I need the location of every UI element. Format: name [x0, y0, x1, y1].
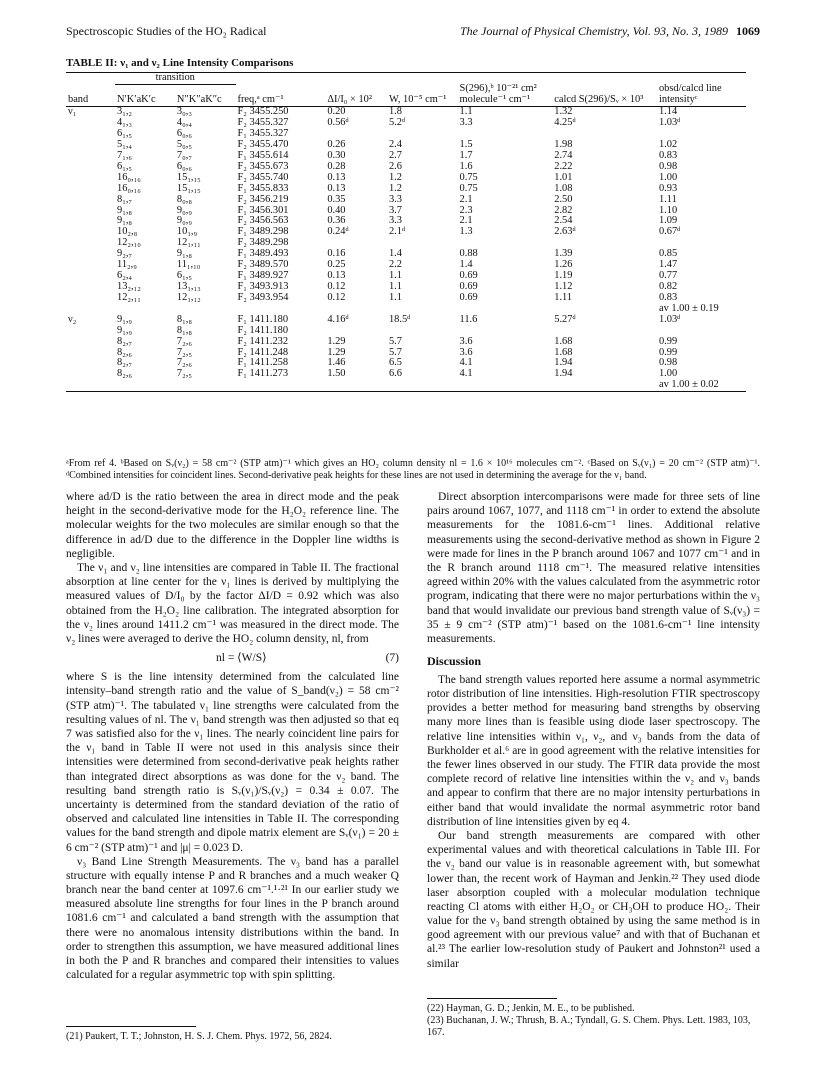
- table-cell: 1.29: [327, 335, 346, 347]
- table-cell: 1.1: [388, 291, 402, 303]
- band-cell: [66, 348, 115, 359]
- table-row: [66, 129, 746, 140]
- table-row: [66, 162, 746, 173]
- table-cell: 3.3: [388, 215, 402, 227]
- table-cell: 0.85: [658, 248, 678, 260]
- table-cell: 13₂,₁₂: [117, 281, 141, 293]
- table-cell: 0.69: [459, 281, 478, 293]
- band-cell: [66, 118, 115, 129]
- band-cell: [66, 326, 115, 337]
- table-row: [66, 249, 746, 260]
- table-cell: 0.93: [658, 182, 678, 194]
- table-cell: 6₁,₅: [117, 160, 133, 172]
- table-cell: 0.20: [327, 106, 346, 118]
- table-cell: 0.88: [459, 248, 478, 260]
- table-cell: F₁ 3489.493: [237, 248, 289, 260]
- table-cell: 0.35: [327, 193, 346, 205]
- running-title: Spectroscopic Studies of the HO₂ Radical: [66, 24, 267, 38]
- table-cell: [325, 326, 387, 337]
- table-cell: 7₂,₅: [176, 368, 192, 380]
- table-cell: 0.83: [658, 149, 678, 161]
- table-title: TABLE II: ν₁ and ν₂ Line Intensity Comparisons: [66, 57, 294, 69]
- table-cell: 2.1: [459, 193, 473, 205]
- table-row: [66, 293, 746, 304]
- table-row: [66, 173, 746, 184]
- paragraph: where ad/D is the ratio between the area in direct mode and the peak height in the second-derivative mode for the H₂O₂ reference line. The molecular weights for the two molecules are similar enough so that the difference in ad/D due to the difference in the Doppler line widths is negligible.: [66, 491, 399, 560]
- table-cell: 8₁,₈: [176, 324, 192, 336]
- average-value: av 1.00 ± 0.02: [657, 380, 746, 391]
- table-cell: 2.50: [554, 193, 573, 205]
- table-cell: 1.09: [658, 215, 678, 227]
- table-cell: 1.1: [388, 270, 402, 282]
- page-number: 1069: [736, 24, 760, 38]
- table-cell: F₂ 3456.563: [237, 215, 289, 227]
- table-cell: 6₀,₆: [176, 160, 192, 172]
- table-cell: 3.3: [459, 117, 473, 129]
- table-cell: 2.1: [459, 215, 473, 227]
- table-cell: 1.11: [658, 193, 677, 205]
- table-cell: 1.50: [327, 368, 346, 380]
- table-cell: 2.1ᵈ: [388, 226, 406, 238]
- table-cell: 0.13: [327, 171, 346, 183]
- table-cell: 1.46: [327, 357, 346, 369]
- table-row: [66, 260, 746, 271]
- table-cell: 1.94: [554, 368, 573, 380]
- col-w: W, 10⁻⁵ cm⁻¹: [387, 84, 458, 106]
- table-cell: 0.16: [327, 248, 346, 260]
- table-cell: 9₂,₇: [117, 248, 133, 260]
- table-cell: 9₁,₈: [117, 215, 133, 227]
- running-header: [66, 24, 760, 40]
- band-cell: [66, 358, 115, 369]
- v1-block: [66, 107, 746, 315]
- table-row: [66, 348, 746, 359]
- table-cell: [458, 326, 553, 337]
- table-cell: F₁ 3489.927: [237, 270, 289, 282]
- table-cell: F₁ 3455.614: [237, 149, 289, 161]
- table-cell: 11₂,₉: [117, 259, 137, 271]
- table-cell: 1.32: [554, 106, 573, 118]
- table-cell: 9₁,₈: [117, 204, 133, 216]
- table-cell: 1.47: [658, 259, 678, 271]
- table-cell: 3₀,₃: [176, 106, 192, 118]
- table-cell: 7₂,₆: [176, 357, 192, 369]
- table-cell: 16₀,₁₆: [117, 171, 141, 183]
- table-cell: 2.74: [554, 149, 573, 161]
- table-cell: 10₂,₈: [117, 226, 138, 238]
- equation-7: [66, 646, 399, 670]
- table-cell: 3₁,₂: [117, 106, 133, 118]
- table-cell: 9₀,₉: [176, 204, 192, 216]
- table-cell: 1.5: [459, 139, 473, 151]
- table-cell: 6₂,₄: [117, 270, 133, 282]
- journal-citation: The Journal of Physical Chemistry, Vol. 93, No. 3, 1989 1069: [460, 24, 760, 38]
- table-cell: F₁ 1411.258: [237, 357, 289, 369]
- band-cell: [66, 369, 115, 380]
- table-cell: F₁ 3489.298: [237, 226, 289, 238]
- table-cell: F₁ 1411.273: [237, 368, 289, 380]
- table-cell: 2.2: [388, 259, 402, 271]
- table-cell: 8₁,₇: [117, 193, 133, 205]
- table-cell: 1.10: [658, 204, 678, 216]
- table-cell: 0.24ᵈ: [327, 226, 349, 238]
- table-row: [66, 227, 746, 238]
- table-cell: 5.27ᵈ: [554, 313, 576, 325]
- table-cell: 2.6: [388, 160, 402, 172]
- table-row: [66, 271, 746, 282]
- table-cell: 0.98: [658, 160, 678, 172]
- table-cell: 1.2: [388, 182, 402, 194]
- table-cell: [552, 326, 657, 337]
- table-cell: F₂ 3489.570: [237, 259, 289, 271]
- table-cell: 12₂,₁₁: [117, 291, 141, 303]
- table-cell: 1.1: [388, 281, 402, 293]
- table-cell: 0.30: [327, 149, 346, 161]
- table-cell: F₂ 1411.180: [237, 324, 289, 336]
- table-cell: 9₁,₉: [117, 313, 133, 325]
- table-cell: 1.08: [554, 182, 573, 194]
- table-cell: 0.25: [327, 259, 346, 271]
- table-cell: 1.02: [658, 139, 678, 151]
- table-cell: 5.7: [388, 335, 402, 347]
- band-cell: [66, 282, 115, 293]
- table-cell: 2.54: [554, 215, 573, 227]
- equation: nl = ⟨W/S⟩: [216, 652, 267, 665]
- band-cell: [66, 293, 115, 304]
- table-cell: 1.4: [459, 259, 473, 271]
- table-cell: 6₁,₅: [117, 128, 133, 140]
- table-cell: 8₂,₆: [117, 368, 133, 380]
- table-cell: F₂ 1411.232: [237, 335, 289, 347]
- paragraph: Direct absorption intercomparisons were made for three sets of line pairs around 1067, 1077, and 1118 cm⁻¹ in order to extend the absolute measurements for the 1081.6-cm⁻¹ lines. Additional relative measurements using the second-derivative method as shown in Figure 2 were made for lines in the P branch around 1067 and 1077 cm⁻¹ and in the R branch around 1118 cm⁻¹. The measured relative intensities agreed within 20% with the values calculated from the asymmetric rotor program, indicating that there were no major perturbations within the ν₃ band that would invalidate our previous band strength value of Sᵥ(ν₃) = 35 ± 9 cm⁻² (STP atm)⁻¹ based on the 1081.6-cm⁻¹ line intensity measurements.: [427, 491, 760, 645]
- band-cell: [66, 184, 115, 195]
- table-cell: 4₀,₄: [176, 117, 192, 129]
- reference-22: (22) Hayman, G. D.; Jenkin, M. E., to be published.: [427, 1003, 635, 1014]
- table-container: [66, 72, 746, 392]
- table-cell: F₂ 3489.298: [237, 237, 289, 249]
- table-cell: 1.8: [388, 106, 402, 118]
- table-cell: [657, 326, 746, 337]
- table-cell: 8₁,₈: [176, 313, 192, 325]
- table-cell: 4.16ᵈ: [327, 313, 349, 325]
- col-upper-state: N′K′aK′c: [115, 84, 175, 106]
- band-cell: ν₂: [68, 313, 77, 325]
- table-row: [66, 118, 746, 129]
- table-row: [66, 337, 746, 348]
- table-cell: 1.2: [388, 171, 402, 183]
- table-cell: 0.77: [658, 270, 678, 282]
- band-cell: [66, 271, 115, 282]
- col-line-strength: S(296),ᵇ 10⁻²¹ cm² molecule⁻¹ cm⁻¹: [458, 84, 553, 106]
- left-footnote-refs: [66, 1026, 399, 1042]
- band-cell: [66, 173, 115, 184]
- table-cell: F₂ 3456.219: [237, 193, 289, 205]
- table-cell: F₂ 3455.740: [237, 171, 289, 183]
- table-cell: 8₂,₇: [117, 357, 133, 369]
- table-row: [66, 369, 746, 380]
- table-cell: F₂ 3455.250: [237, 106, 289, 118]
- band-cell: [66, 162, 115, 173]
- table-cell: 0.36: [327, 215, 346, 227]
- table-cell: F₂ 3455.673: [237, 160, 289, 172]
- table-cell: 0.12: [327, 291, 346, 303]
- left-column: [66, 490, 399, 982]
- table-cell: 12₁,₁₁: [176, 237, 201, 249]
- table-cell: 0.12: [327, 281, 346, 293]
- table-cell: 2.22: [554, 160, 573, 172]
- table-cell: 7₂,₆: [176, 335, 192, 347]
- table-cell: 18.5ᵈ: [388, 313, 411, 325]
- band-cell: [66, 238, 115, 249]
- average-value: av 1.00 ± 0.19: [658, 302, 719, 314]
- table-cell: 1.4: [388, 248, 402, 260]
- table-cell: 0.75: [459, 171, 478, 183]
- table-cell: F₂ 3455.470: [237, 139, 289, 151]
- table-cell: 4.1: [459, 357, 473, 369]
- table-cell: F₁ 1411.180: [237, 313, 289, 325]
- table-cell: 0.56ᵈ: [327, 117, 349, 129]
- table-cell: 0.83: [658, 291, 678, 303]
- table-cell: 6₀,₆: [176, 128, 192, 140]
- table-cell: 0.98: [658, 357, 678, 369]
- table-row: [66, 195, 746, 206]
- table-cell: 1.39: [554, 248, 573, 260]
- table-cell: 0.99: [658, 335, 678, 347]
- band-cell: ν₁: [68, 106, 77, 118]
- table-cell: 9₀,₉: [176, 215, 192, 227]
- band-cell: [66, 195, 115, 206]
- band-cell: [66, 337, 115, 348]
- table-cell: 0.26: [327, 139, 346, 151]
- table-cell: 1.26: [554, 259, 573, 271]
- table-cell: 0.40: [327, 204, 346, 216]
- table-cell: 0.67ᵈ: [658, 226, 681, 238]
- equation-number: (7): [385, 652, 399, 665]
- band-cell: [66, 151, 115, 162]
- table-cell: 7₀,₇: [176, 149, 192, 161]
- table-cell: 13₁,₁₃: [176, 281, 201, 293]
- table-cell: 7₂,₅: [176, 346, 192, 358]
- table-cell: 8₂,₆: [117, 346, 133, 358]
- table-cell: F₂ 3493.954: [237, 291, 289, 303]
- table-cell: 0.69: [459, 270, 478, 282]
- table-cell: 9₁,₉: [117, 324, 133, 336]
- col-lower-state: N″K″aK″c: [175, 84, 236, 106]
- right-column: [427, 490, 760, 971]
- table-row: [66, 184, 746, 195]
- right-footnote-refs: [427, 998, 760, 1039]
- table-cell: 1.00: [658, 368, 678, 380]
- band-cell: [66, 249, 115, 260]
- line-intensity-table: [66, 72, 746, 392]
- reference-21: (21) Paukert, T. T.; Johnston, H. S. J. Chem. Phys. 1972, 56, 2824.: [66, 1031, 332, 1042]
- table-cell: 5.2ᵈ: [388, 117, 406, 129]
- table-row: [66, 140, 746, 151]
- table-cell: 12₁,₁₂: [176, 291, 201, 303]
- table-cell: F₁ 3455.833: [237, 182, 289, 194]
- band-cell: [66, 216, 115, 227]
- divider: [427, 998, 557, 999]
- table-cell: 6.6: [388, 368, 402, 380]
- band-cell: [66, 140, 115, 151]
- table-cell: 0.75: [459, 182, 478, 194]
- table-cell: 5.7: [388, 346, 402, 358]
- table-footnote: ᵃFrom ref 4. ᵇBased on Sᵥ(ν₂) = 58 cm⁻² (STP atm)⁻¹ which gives an HO₂ column density nl = 1.6 × 10¹⁶ molecules cm⁻². ᶜBased on Sᵥ(ν₁) = 20 cm⁻² (STP atm)⁻¹. ᵈCombined intensities for coincident lines. Second-derivative peak heights for these lines are not used in determining the average for the ν₁ band.: [66, 458, 760, 481]
- v2-block: [66, 315, 746, 392]
- table-cell: 16₀,₁₆: [117, 182, 141, 194]
- band-cell: [66, 260, 115, 271]
- col-band: band: [66, 84, 115, 106]
- table-cell: 3.7: [388, 204, 402, 216]
- table-row: [66, 216, 746, 227]
- table-cell: 0.13: [327, 270, 346, 282]
- band-cell: [66, 227, 115, 238]
- table-row: [66, 151, 746, 162]
- paragraph: The ν₁ and ν₂ line intensities are compared in Table II. The fractional absorption at line center for the ν₁ lines is derived by multiplying the measured values of D/I₀ by the factor ΔI/D = 0.92 which was also obtained from the H₂O₂ line calibration. The integrated absorption for the ν₂ lines around 1411.2 cm⁻¹ was measured in the direct mode. The ν₂ lines were averaged to derive the HO₂ column density, nl, from: [66, 561, 399, 645]
- table-cell: 2.4: [388, 139, 402, 151]
- col-frequency: freq,ᵃ cm⁻¹: [236, 84, 326, 106]
- table-cell: 1.01: [554, 171, 573, 183]
- table-cell: 1.7: [459, 149, 473, 161]
- table-cell: 1.11: [554, 291, 573, 303]
- table-cell: 1.94: [554, 357, 573, 369]
- table-cell: F₁ 3456.301: [237, 204, 289, 216]
- table-cell: 1.68: [554, 346, 573, 358]
- table-cell: 6.5: [388, 357, 402, 369]
- table-cell: 3.6: [459, 346, 473, 358]
- table-cell: 2.3: [459, 204, 473, 216]
- table-cell: 1.14: [658, 106, 678, 118]
- transition-header: transition: [115, 73, 235, 85]
- table-cell: [387, 326, 458, 337]
- paragraph: ν₃ Band Line Strength Measurements. The ν₃ band has a parallel structure with equally intense P and R branches and a much weaker Q branch near the band center at 1097.6 cm⁻¹.¹·²¹ In our earlier study we measured absolute line strengths for four lines in the P branch around 1081.6 cm⁻¹ and calculated a band strength with the assumption that there were no anomalous intensity distributions within the band. In order to strengthen this assumption, we have measured additional lines in both the P and R branches and compared their intensities to values calculated for a regular asymmetric top with spin splitting.: [66, 855, 399, 982]
- section-heading: Discussion: [427, 654, 482, 669]
- table-cell: 4.25ᵈ: [554, 117, 576, 129]
- table-cell: F₂ 1411.248: [237, 346, 289, 358]
- table-cell: 1.12: [554, 281, 573, 293]
- table-row: [66, 238, 746, 249]
- table-cell: 2.63ᵈ: [554, 226, 576, 238]
- table-row: [66, 107, 746, 118]
- table-cell: 9₁,₈: [176, 248, 192, 260]
- table-cell: 1.3: [459, 226, 473, 238]
- table-cell: 1.1: [459, 106, 473, 118]
- table-cell: 8₀,₈: [176, 193, 192, 205]
- table-cell: 1.03ᵈ: [658, 117, 681, 129]
- table-cell: 1.98: [554, 139, 573, 151]
- table-cell: 3.6: [459, 335, 473, 347]
- table-cell: 7₁,₆: [117, 149, 133, 161]
- table-cell: 6₁,₅: [176, 270, 192, 282]
- table-row: [66, 282, 746, 293]
- reference-23: (23) Buchanan, J. W.; Thrush, B. A.; Tyndall, G. S. Chem. Phys. Lett. 1983, 103, 167.: [427, 1015, 751, 1038]
- table-row: [66, 326, 746, 337]
- table-cell: 4₁,₃: [117, 117, 133, 129]
- col-obs-calc: obsd/calcd line intensityᶜ: [657, 84, 746, 106]
- table-cell: 1.68: [554, 335, 573, 347]
- table-cell: 1.19: [554, 270, 573, 282]
- table-cell: 1.6: [459, 160, 473, 172]
- table-cell: 2.7: [388, 149, 402, 161]
- table-cell: 1.00: [658, 171, 678, 183]
- table-cell: 15₁,₁₅: [176, 171, 201, 183]
- table-cell: 8₂,₇: [117, 335, 133, 347]
- table-cell: 5₀,₅: [176, 139, 192, 151]
- table-cell: 1.29: [327, 346, 346, 358]
- col-calculated: calcd S(296)/Sᵥ × 10³: [552, 84, 657, 106]
- table-cell: 11₁,₁₀: [176, 259, 201, 271]
- average-row: [66, 380, 746, 391]
- band-cell: [66, 206, 115, 217]
- table-cell: 10₁,₉: [176, 226, 198, 238]
- table-cell: F₁ 3455.327: [237, 128, 289, 140]
- table-cell: 15₁,₁₅: [176, 182, 201, 194]
- table-cell: 2.82: [554, 204, 573, 216]
- band-cell: [66, 129, 115, 140]
- paragraph: Our band strength measurements are compared with other experimental values and with theoretical calculations in Table III. For the ν₂ band our value is in reasonable agreement with, but somewhat lower than, the recent work of Hayman and Jenkin.²² They used diode laser absorption coupled with a molecular modulation technique reacting Cl atoms with either H₂O₂ or CH₃OH to produce HO₂. Their value for the ν₃ band strength obtained by using the same method is in good agreement with our previous value⁷ and with that of Buchanan et al.²³ The earlier low-resolution study of Paukert and Johnston²¹ used a similar: [427, 829, 760, 970]
- table-cell: 0.82: [658, 281, 678, 293]
- paragraph: where S is the line intensity determined from the calculated line intensity–band strength ratio and the value of S_band(ν₂) = 58 cm⁻² (STP atm)⁻¹. The tabulated ν₁ line strengths were calculated from the resulting values of nl. The ν₁ band strength was then adjusted so that eq 7 was satisfied also for the ν₁ lines. The nearly coincident line pairs for the ν₁ band in Table II were not used in this analysis since their intensities were determined from second-derivative peak heights rather than integrated direct absorptions as was done for the ν₂ band. The resulting band strength ratio is Sᵥ(ν₁)/Sᵥ(ν₂) = 0.34 ± 0.07. The uncertainty is determined from the standard deviation of the ratio of observed and calculated line intensities in Table II. The corresponding values for the band strength and dipole matrix element are Sᵥ(ν₁) = 20 ± 6 cm⁻² (STP atm)⁻¹ and |μ| = 0.023 D.: [66, 671, 399, 854]
- table-row: [66, 206, 746, 217]
- table-cell: F₂ 3455.327: [237, 117, 289, 129]
- table-cell: 11.6: [459, 313, 478, 325]
- table-cell: F₁ 3493.913: [237, 281, 289, 293]
- table-cell: 4.1: [459, 368, 473, 380]
- table-row: [66, 315, 746, 326]
- table-cell: 12₂,₁₀: [117, 237, 141, 249]
- table-cell: 0.69: [459, 291, 478, 303]
- paragraph: The band strength values reported here assume a normal asymmetric rotor distribution of line intensities. High-resolution FTIR spectroscopy provides a better method for measuring band strengths by observing many more lines than is feasible using diode laser spectroscopy. The relative line intensities within ν₁, ν₂, and ν₃ bands from the data of Burkholder et al.⁶ are in good agreement with the relative intensities for the fewer lines observed in our study. The FTIR data provide the most complete record of relative line intensities within the ν₂ and ν₃ bands and appear to confirm that there are no major intensity perturbations in either band that would invalidate the normal asymmetric rotor band distribution of line intensities given by eq 4.: [427, 673, 760, 828]
- table-cell: 3.3: [388, 193, 402, 205]
- table-cell: 1.03ᵈ: [658, 313, 681, 325]
- table-cell: 0.99: [658, 346, 678, 358]
- table-cell: 0.28: [327, 160, 346, 172]
- table-cell: 0.13: [327, 182, 346, 194]
- col-delta-i: ΔI/I₀ × 10²: [325, 84, 387, 106]
- divider: [66, 1026, 196, 1027]
- table-row: [66, 358, 746, 369]
- table-cell: 5₁,₄: [117, 139, 133, 151]
